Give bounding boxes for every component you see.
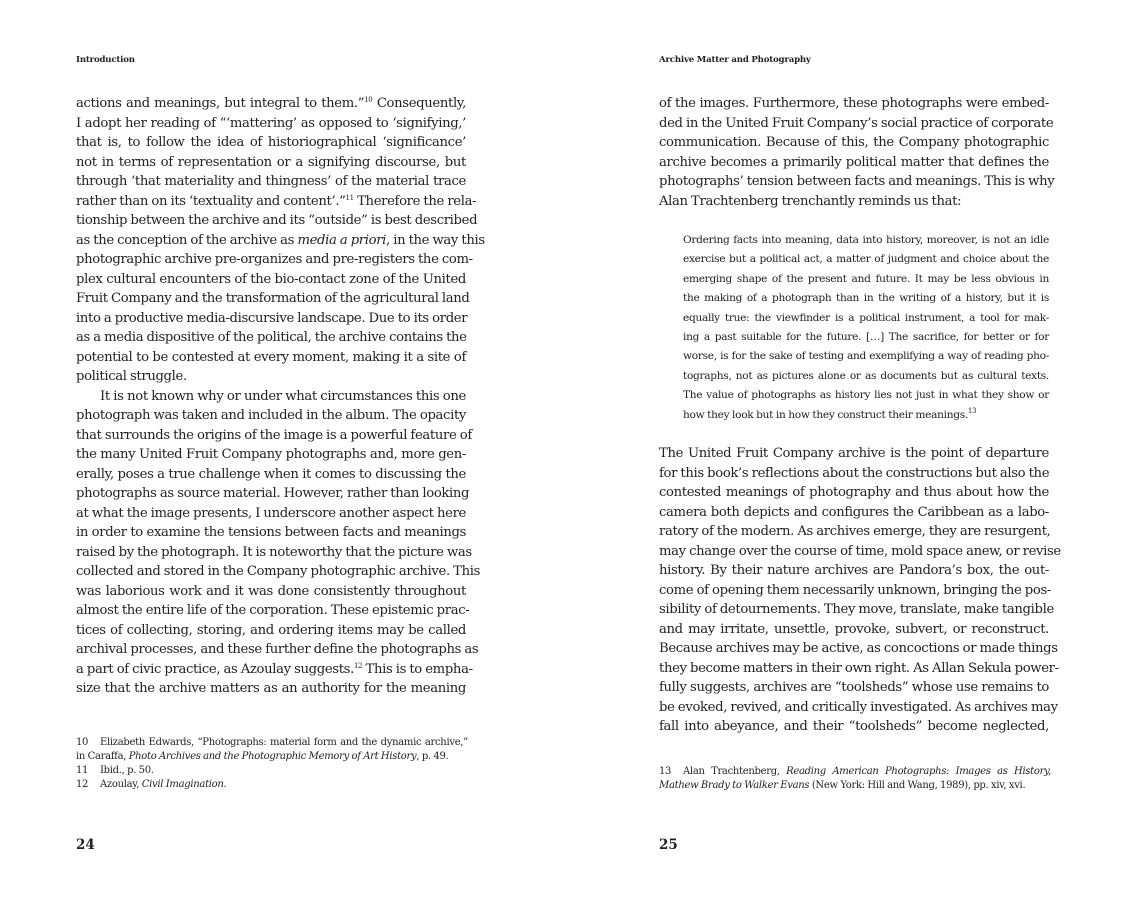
body-text (659, 94, 1055, 211)
text-line: be evoked, revived, and critically investigated. As archives may (659, 699, 1058, 715)
text-line: tices of collecting, storing, and ordering items may be called (76, 622, 466, 638)
right-page (659, 0, 1061, 904)
footnote-10-cont: in Caraffa, Photo Archives and the Photographic Memory of Art History, p. 49. (76, 751, 449, 762)
text-line: potential to be contested at every moment, making it a site of (76, 349, 466, 365)
text-line: for this book’s reflections about the constructions but also the (659, 465, 1050, 481)
text-line: that surrounds the origins of the image is a powerful feature of (76, 427, 472, 443)
quote-line: worse, is for the sake of testing and exemplifying a way of reading pho- (683, 350, 1049, 363)
footnote-13: 13 Alan Trachtenberg, Reading American Photographs: Images as History, (659, 766, 1051, 777)
quote-line: the making of a photograph than in the writing of a history, but it is (683, 292, 1049, 305)
text-line: as the conception of the archive as media a priori, in the way this (76, 232, 485, 248)
text-line: tionship between the archive and its “outside” is best described (76, 213, 478, 228)
text-line: Fruit Company and the transformation of the agricultural land (76, 291, 470, 306)
text-line: history. By their nature archives are Pandora’s box, the out- (659, 563, 1049, 578)
text-line: not in terms of representation or a signifying discourse, but (76, 154, 466, 170)
text-line: was laborious work and it was done consistently throughout (76, 583, 466, 599)
quote-line: how they look but in how they construct their meanings.$^{13}$ (683, 406, 977, 421)
text-line: of the images. Furthermore, these photographs were embed- (659, 96, 1049, 111)
text-line: in order to examine the tensions between facts and meanings (76, 525, 466, 540)
footnote-ref[interactable]: 12 (353, 661, 363, 670)
text-line: plex cultural encounters of the bio-contact zone of the United (76, 271, 466, 287)
left-page (76, 0, 485, 904)
text-line: ratory of the modern. As archives emerge, they are resurgent, (659, 524, 1051, 539)
text-line: fall into abeyance, and their “toolsheds” become neglected, (659, 719, 1049, 734)
text-line: photograph was taken and included in the album. The opacity (76, 408, 466, 423)
text-line: fully suggests, archives are “toolsheds” whose use remains to (659, 680, 1049, 695)
footnote-13-cont: Mathew Brady to Walker Evans (New York: Hill and Wang, 1989), pp. xiv, xvi. (659, 780, 1026, 791)
footnote-number: 13 (659, 766, 672, 777)
block-quote (683, 231, 1049, 425)
text-line: The United Fruit Company archive is the point of departure (659, 446, 1049, 461)
quote-line: The value of photographs as history lies not just in what they show or (683, 389, 1049, 402)
text-line: Because archives may be active, as concoctions or made things (659, 641, 1058, 656)
quote-line: emerging shape of the present and future. It may be less obvious in (683, 272, 1049, 285)
text-line: a part of civic practice, as Azoulay suggests.$^{12}$ This is to empha- (76, 661, 473, 677)
text-line: raised by the photograph. It is noteworthy that the picture was (76, 544, 472, 560)
footnote-11: 11 Ibid., p. 50. (76, 765, 154, 776)
quote-line: equally true: the viewfinder is a political instrument, a tool for mak- (683, 311, 1049, 324)
text-line: come of opening them necessarily unknown, bringing the pos- (659, 582, 1051, 598)
text-line: sibility of detournements. They move, translate, make tangible (659, 602, 1054, 617)
running-head: Archive Matter and Photography (659, 55, 811, 65)
text-line: political struggle. (76, 369, 187, 384)
quote-line: ing a past suitable for the future. […] The sacrifice, for better or for (683, 330, 1049, 343)
footnote-12: 12 Azoulay, Civil Imagination. (76, 779, 227, 790)
quote-line: Ordering facts into meaning, data into history, moreover, is not an idle (683, 234, 1049, 246)
text-line: erally, poses a true challenge when it comes to discussing the (76, 466, 466, 482)
text-line: ded in the United Fruit Company’s social practice of corporate (659, 115, 1054, 131)
footnote-ref[interactable]: 13 (967, 406, 977, 415)
footnotes (659, 765, 1051, 793)
quote-line: exercise but a political act, a matter of judgment and choice about the (683, 253, 1049, 266)
text-line: photographic archive pre-organizes and pre-registers the com- (76, 252, 473, 267)
text-line: rather than on its ‘textuality and content’.”$^{11}$ Therefore the rela- (76, 193, 477, 209)
text-line: actions and meanings, but integral to them.”$^{10}$ Consequently, (76, 96, 466, 111)
text-line: photographs as source material. However, rather than looking (76, 486, 470, 501)
text-line: archive becomes a primarily political matter that defines the (659, 154, 1049, 170)
footnote-number: 10 (76, 737, 89, 748)
text-line: collected and stored in the Company photographic archive. This (76, 564, 481, 579)
footnote-number: 11 (76, 765, 89, 776)
quote-line: tographs, not as pictures alone or as documents but as cultural texts. (683, 369, 1049, 382)
text-line: archival processes, and these further define the photographs as (76, 642, 479, 657)
footnote-ref[interactable]: 11 (345, 193, 354, 202)
text-line: I adopt her reading of “‘mattering’ as opposed to ‘signifying,’ (76, 115, 466, 131)
text-line: almost the entire life of the corporation. These epistemic prac- (76, 603, 470, 618)
text-line: as a media dispositive of the political, the archive contains the (76, 330, 467, 345)
page-number: 25 (659, 837, 678, 853)
text-line: size that the archive matters as an authority for the meaning (76, 681, 466, 696)
text-line: photographs’ tension between facts and meanings. This is why (659, 174, 1055, 189)
text-line: they become matters in their own right. As Allan Sekula power- (659, 660, 1059, 676)
text-line: the many United Fruit Company photographs and, more gen- (76, 447, 466, 462)
text-line: that is, to follow the idea of historiographical ‘significance’ (76, 135, 466, 150)
text-line: communication. Because of this, the Company photographic (659, 135, 1049, 150)
body-text (76, 94, 485, 699)
footnote-number: 12 (76, 779, 89, 790)
footnotes (76, 736, 468, 792)
text-line: camera both depicts and configures the Caribbean as a labo- (659, 504, 1049, 520)
body-text-continued (659, 444, 1061, 737)
text-line: at what the image presents, I underscore another aspect here (76, 505, 466, 521)
page-number: 24 (76, 837, 95, 853)
text-line: into a productive media-discursive landscape. Due to its order (76, 310, 468, 326)
footnote-10: 10 Elizabeth Edwards, “Photographs: material form and the dynamic archive,” (76, 737, 468, 748)
text-line: may change over the course of time, mold space anew, or revise (659, 543, 1061, 559)
running-head: Introduction (76, 55, 135, 65)
footnote-ref[interactable]: 10 (364, 96, 373, 104)
text-line: and may irritate, unsettle, provoke, subvert, or reconstruct. (659, 621, 1049, 637)
text-line: through ‘that materiality and thingness’ of the material trace (76, 174, 466, 189)
text-line: It is not known why or under what circumstances this one (100, 388, 466, 404)
text-line: Alan Trachtenberg trenchantly reminds us that: (659, 193, 962, 209)
text-line: contested meanings of photography and thus about how the (659, 485, 1049, 500)
italic-term: media a priori (297, 232, 387, 248)
